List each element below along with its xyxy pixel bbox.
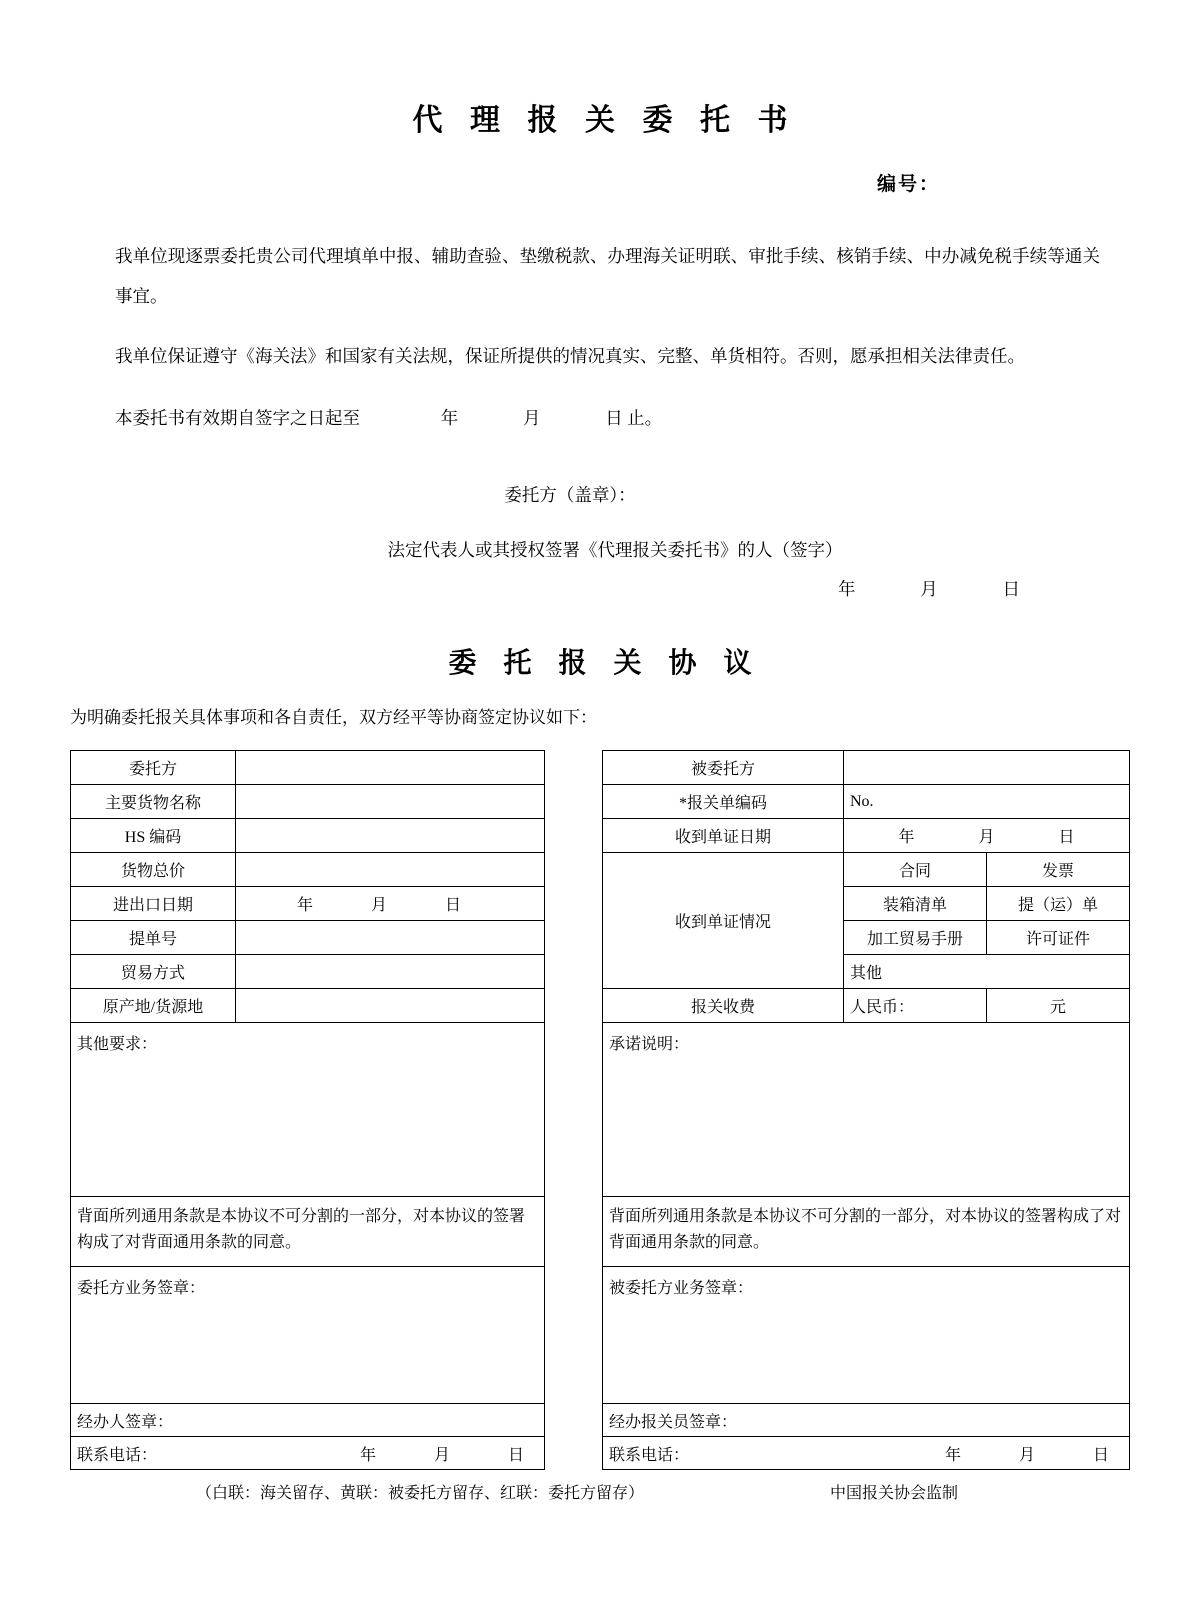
field-entrusted-business-seal[interactable]: 被委托方业务签章：: [603, 1267, 1130, 1404]
entrustor-table: [70, 750, 545, 1470]
table-row: [71, 921, 545, 955]
phone-date-month-right: 月: [1018, 1446, 1035, 1464]
table-row: [603, 853, 1130, 887]
label-hs-code: HS 编码: [71, 819, 236, 853]
label-contact-phone-left: 联系电话：: [77, 1446, 158, 1464]
field-bill-number[interactable]: [236, 921, 545, 955]
receive-month: 月: [978, 829, 995, 846]
sign-month: 月: [920, 579, 938, 599]
label-declaration-number: *报关单编码: [603, 785, 844, 819]
field-handler-seal[interactable]: 经办人签章：: [71, 1404, 545, 1437]
phone-date-day-right: 日: [1092, 1446, 1109, 1464]
doc-checkbox-packing-list[interactable]: 装箱清单: [844, 887, 987, 921]
paragraph-validity: [70, 398, 1130, 438]
field-entrusted-party[interactable]: [844, 751, 1130, 785]
table-row: [71, 1267, 545, 1404]
table-row: [71, 751, 545, 785]
label-goods-name: 主要货物名称: [71, 785, 236, 819]
field-import-export-date[interactable]: [236, 887, 545, 921]
doc-checkbox-license[interactable]: 许可证件: [987, 921, 1130, 955]
doc-checkbox-bill-of-lading[interactable]: 提（运）单: [987, 887, 1130, 921]
phone-date-year: 年: [359, 1446, 376, 1464]
table-row: [603, 785, 1130, 819]
receive-year: 年: [898, 829, 915, 846]
table-row: [603, 1023, 1130, 1197]
label-trade-mode: 贸易方式: [71, 955, 236, 989]
label-received-documents: 收到单证情况: [603, 853, 844, 989]
field-other-requirements[interactable]: 其他要求：: [71, 1023, 545, 1197]
entrusted-table: [602, 750, 1130, 1470]
table-row: [71, 1023, 545, 1197]
label-total-value: 货物总价: [71, 853, 236, 887]
date-month: 月: [371, 897, 388, 914]
label-contact-phone-right: 联系电话：: [609, 1446, 690, 1464]
field-declarant-seal[interactable]: 经办报关员签章：: [603, 1404, 1130, 1437]
label-receive-date: 收到单证日期: [603, 819, 844, 853]
label-entrusted-party: 被委托方: [603, 751, 844, 785]
clause-text-left: 背面所列通用条款是本协议不可分割的一部分，对本协议的签署构成了对背面通用条款的同意。: [71, 1197, 545, 1267]
section-title-agreement: 委 托 报 关 协 议: [448, 648, 762, 679]
label-import-export-date: 进出口日期: [71, 887, 236, 921]
label-origin-place: 原产地/货源地: [71, 989, 236, 1023]
phone-date-year-right: 年: [944, 1446, 961, 1464]
field-total-value[interactable]: [236, 853, 545, 887]
field-contact-phone-left[interactable]: [71, 1437, 545, 1470]
signature-date-line: [70, 576, 1130, 601]
doc-checkbox-invoice[interactable]: 发票: [987, 853, 1130, 887]
table-row: [71, 785, 545, 819]
sign-day: 日: [1002, 579, 1020, 599]
validity-suffix: 止。: [627, 408, 663, 428]
agreement-intro: 为明确委托报关具体事项和各自责任，双方经平等协商签定协议如下：: [70, 708, 597, 727]
table-row: [71, 1437, 545, 1470]
field-declaration-number[interactable]: No.: [844, 785, 1130, 819]
table-row: [71, 989, 545, 1023]
date-day: 日: [445, 897, 462, 914]
footer-supervisor: 中国报关协会监制: [830, 1485, 959, 1502]
validity-month: 月: [523, 408, 541, 428]
field-fee-currency[interactable]: 人民币：: [844, 989, 987, 1023]
table-row: [603, 1197, 1130, 1267]
table-row: [71, 955, 545, 989]
validity-prefix: 本委托书有效期自签字之日起至: [115, 408, 360, 428]
page-footer: [70, 1480, 1130, 1503]
label-declaration-fee: 报关收费: [603, 989, 844, 1023]
field-contact-phone-right[interactable]: [603, 1437, 1130, 1470]
validity-day: 日: [605, 408, 623, 428]
agreement-tables: [70, 750, 1130, 1470]
table-row: [603, 819, 1130, 853]
label-entrustor: 委托方: [71, 751, 236, 785]
field-trade-mode[interactable]: [236, 955, 545, 989]
entrustor-seal-label: 委托方（盖章）：: [504, 485, 636, 505]
field-fee-unit: 元: [987, 989, 1130, 1023]
table-row: [71, 1404, 545, 1437]
footer-copies-note: （白联：海关留存、黄联：被委托方留存、红联：委托方留存）: [195, 1485, 644, 1502]
field-goods-name[interactable]: [236, 785, 545, 819]
field-receive-date[interactable]: [844, 819, 1130, 853]
table-row: [603, 1404, 1130, 1437]
field-origin-place[interactable]: [236, 989, 545, 1023]
receive-day: 日: [1058, 829, 1075, 846]
clause-text-right: 背面所列通用条款是本协议不可分割的一部分，对本协议的签署构成了对背面通用条款的同意。: [603, 1197, 1130, 1267]
field-hs-code[interactable]: [236, 819, 545, 853]
doc-checkbox-contract[interactable]: 合同: [844, 853, 987, 887]
table-row: [603, 751, 1130, 785]
phone-date-day: 日: [507, 1446, 524, 1464]
serial-number-label: 编号：: [876, 174, 940, 195]
field-entrustor-business-seal[interactable]: 委托方业务签章：: [71, 1267, 545, 1404]
table-row: [71, 1197, 545, 1267]
table-row: [71, 819, 545, 853]
label-bill-number: 提单号: [71, 921, 236, 955]
doc-checkbox-other[interactable]: 其他: [844, 955, 1130, 989]
field-promise-statement[interactable]: 承诺说明：: [603, 1023, 1130, 1197]
doc-checkbox-processing-manual[interactable]: 加工贸易手册: [844, 921, 987, 955]
table-row: [603, 1437, 1130, 1470]
phone-date-month: 月: [433, 1446, 450, 1464]
table-row: [71, 887, 545, 921]
paragraph-entrust-scope: 我单位现逐票委托贵公司代理填单中报、辅助查验、垫缴税款、办理海关证明联、审批手续、核销手续、中办减免税手续等通关事宜。: [115, 246, 1100, 306]
legal-representative-label: 法定代表人或其授权签署《代理报关委托书》的人（签字）: [387, 540, 843, 560]
field-entrustor[interactable]: [236, 751, 545, 785]
date-year: 年: [297, 897, 314, 914]
table-row: [603, 989, 1130, 1023]
table-row: [603, 1267, 1130, 1404]
table-row: [71, 853, 545, 887]
paragraph-compliance: 我单位保证遵守《海关法》和国家有关法规，保证所提供的情况真实、完整、单货相符。否则，愿承担相关法律责任。: [115, 346, 1025, 366]
sign-year: 年: [838, 579, 856, 599]
validity-year: 年: [440, 408, 459, 428]
page-title: 代 理 报 关 委 托 书: [412, 104, 798, 137]
